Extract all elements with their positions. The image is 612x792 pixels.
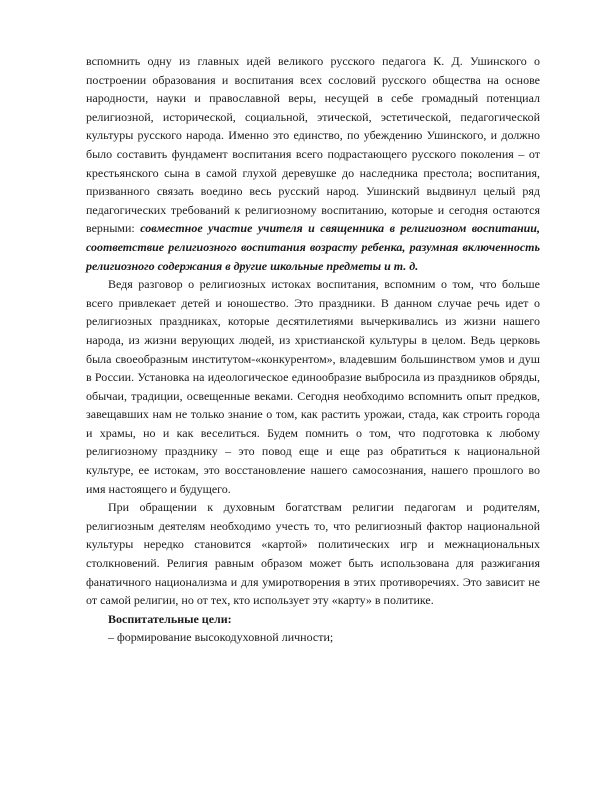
- paragraph-ushinsky-text: вспомнить одну из главных идей великого русского педагога К. Д. Ушинского о построении образования и воспитания всех сословий русского общества на основе народности, науки и православной веры, несущей в себе громадный потенциал религиозной, исторической, социальной, этической, эстетической, педагогической культуры русского народа. Именно это единство, по убеждению Ушинского, и должно было составить фундамент воспитания всего подрастающего русского поколения – от крестьянского сына в самой глухой деревушке до наследника престола; воспитания, призванного связать воедино весь русский народ. Ушинский выдвинул целый ряд педагогических требований к религиозному воспитанию, которые и сегодня остаются верными:: [86, 54, 540, 236]
- paragraph-ushinsky: [86, 52, 540, 275]
- goals-heading: Воспитательные цели:: [108, 611, 232, 626]
- document-page: [86, 52, 540, 647]
- paragraph-holidays: Ведя разговор о религиозных истоках воспитания, вспомним о том, что больше всего привлекает детей и юношество. Это праздники. В данном случае речь идет о религиозных праздниках, которые десятилетиями вычеркивались из жизни нашего народа, из жизни верующих людей, из христианской культуры в целом. Ведь церковь была своеобразным институтом-«конкурентом», владевшим большинством умов и душ в России. Установка на идеологическое единообразие выбросила из праздников обряды, обычаи, традиции, освещенные веками. Сегодня необходимо вспомнить опыт предков, завещавших нам не только знание о том, как растить урожаи, стада, как строить города и храмы, но и как веселиться. Будем помнить о том, что подготовка к любому религиозному празднику – это повод еще и еще раз обратиться к национальной культуре, ее истокам, это восстановление нашего самосознания, нашего прошлого во имя настоящего и будущего.: [86, 277, 540, 496]
- paragraph-ushinsky-emphasis: совместное участие учителя и священника в религиозном воспитании, соответствие религиозного воспитания возрасту ребенка, разумная включенность религиозного содержания в другие школьные предметы и т. д.: [86, 221, 540, 273]
- paragraph-religion-politics: При обращении к духовным богатствам религии педагогам и родителям, религиозным деятелям необходимо учесть то, что религиозный фактор национальной культуры нередко становится «картой» политических игр и межнациональных столкновений. Религия равным образом может быть использована для разжигания фанатичного национализма и для умиротворения в этих противоречиях. Это зависит не от самой религии, но от тех, кто использует эту «карту» в политике.: [86, 500, 540, 608]
- goal-item: – формирование высокодуховной личности;: [108, 630, 334, 645]
